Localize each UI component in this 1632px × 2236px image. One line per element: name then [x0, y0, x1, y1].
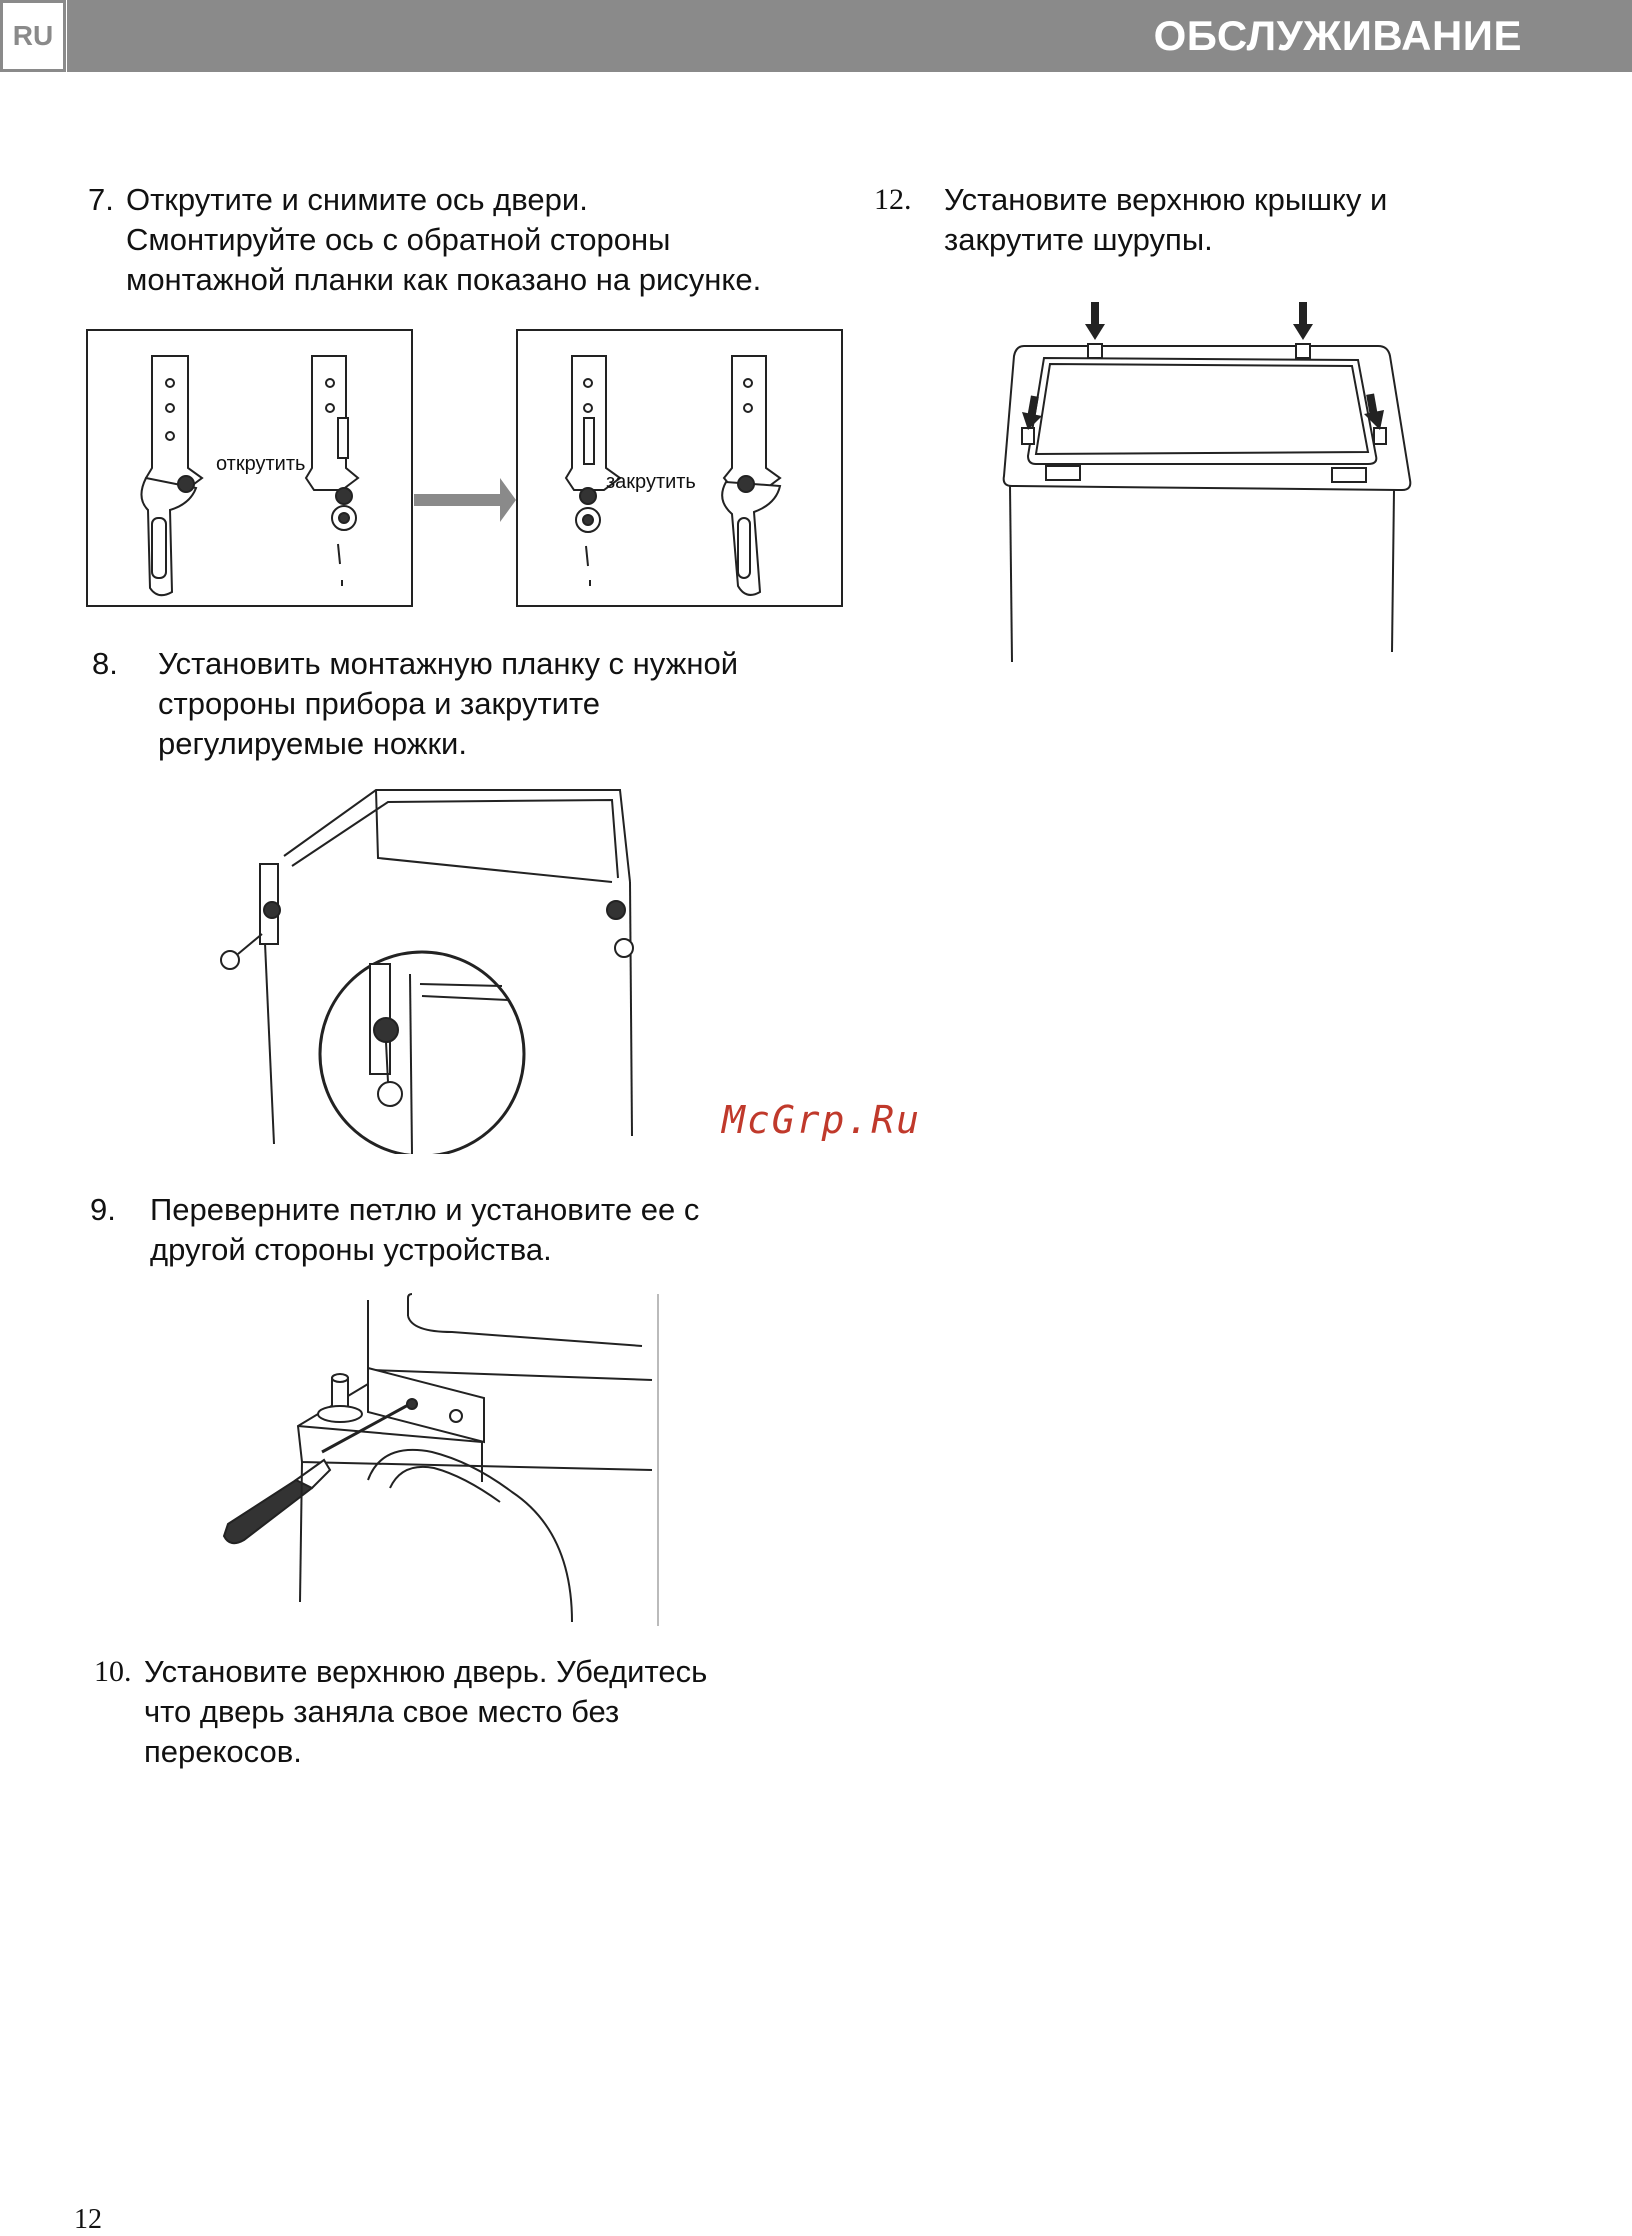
- page-number: 12: [74, 2204, 102, 2235]
- language-badge: RU: [0, 0, 66, 72]
- step-number: 9.: [90, 1192, 116, 1227]
- arrow-right-icon: [414, 478, 516, 522]
- page-title: ОБСЛУЖИВАНИЕ: [1153, 12, 1522, 59]
- label-screw: закрутить: [606, 471, 696, 493]
- step-line: монтажной планки как показано на рисунке.: [126, 262, 762, 297]
- step-line: другой стороны устройства.: [150, 1232, 552, 1267]
- step-number: 8.: [92, 646, 118, 681]
- step-line: Переверните петлю и установите ее с: [150, 1192, 700, 1227]
- figure-top-cover: [996, 300, 1416, 664]
- step-line: стророны прибора и закрутите: [158, 686, 601, 721]
- step-line: Установите верхнюю крышку и: [944, 182, 1388, 217]
- figure-hinge-screwdriver: [212, 1292, 662, 1628]
- step-line: Установить монтажную планку с нужной: [158, 646, 739, 681]
- label-unscrew: открутить: [216, 453, 306, 475]
- step-number: 7.: [88, 182, 114, 217]
- step-line: что дверь заняла свое место без: [144, 1694, 620, 1729]
- step-line: Открутите и снимите ось двери.: [126, 182, 588, 217]
- header-bar: [67, 0, 1632, 72]
- step-line: Установите верхнюю дверь. Убедитесь: [144, 1654, 708, 1689]
- step-number: 10.: [94, 1655, 132, 1688]
- figure-mounting-bracket: [212, 784, 642, 1154]
- step-line: Смонтируйте ось с обратной стороны: [126, 222, 671, 257]
- step-number: 12.: [874, 183, 912, 216]
- step-line: регулируемые ножки.: [158, 726, 467, 761]
- step-line: перекосов.: [144, 1734, 302, 1769]
- figure-hinge-axis: [86, 328, 846, 610]
- watermark: McGrp.Ru: [722, 1098, 922, 1142]
- step-line: закрутите шурупы.: [944, 222, 1213, 257]
